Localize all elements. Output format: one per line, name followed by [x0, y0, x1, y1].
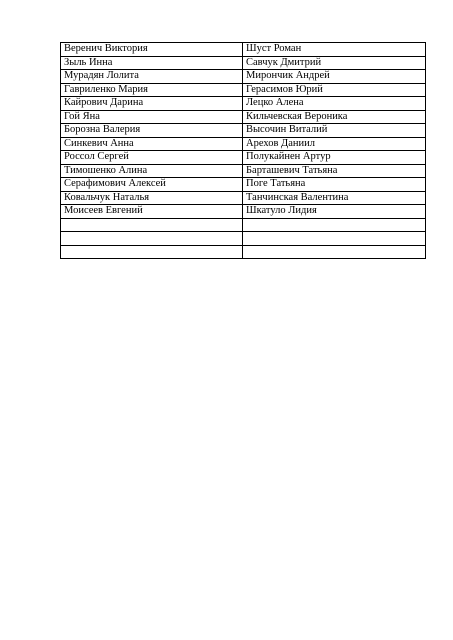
table-cell: Кильчевская Вероника — [243, 110, 426, 124]
table-cell: Барташевич Татьяна — [243, 164, 426, 178]
table-row — [61, 124, 426, 138]
table-row — [61, 70, 426, 84]
table-cell: Высочин Виталий — [243, 124, 426, 138]
table-row — [61, 151, 426, 165]
table-cell: Мирончик Андрей — [243, 70, 426, 84]
table-row — [61, 218, 426, 232]
table-cell: Шкатуло Лидия — [243, 205, 426, 219]
table-cell: Борозна Валерия — [61, 124, 243, 138]
table-cell: Полукайнен Артур — [243, 151, 426, 165]
table-row — [61, 191, 426, 205]
table-row — [61, 56, 426, 70]
table-cell: Танчинская Валентина — [243, 191, 426, 205]
table-row — [61, 178, 426, 192]
table-cell — [243, 232, 426, 246]
table-cell: Савчук Дмитрий — [243, 56, 426, 70]
table-row — [61, 205, 426, 219]
table-cell: Тимошенко Алина — [61, 164, 243, 178]
table-cell — [243, 245, 426, 259]
table-row — [61, 245, 426, 259]
table-row — [61, 110, 426, 124]
table-cell: Веренич Виктория — [61, 43, 243, 57]
table-cell: Синкевич Анна — [61, 137, 243, 151]
table-cell: Арехов Даниил — [243, 137, 426, 151]
table-cell: Зыль Инна — [61, 56, 243, 70]
table-cell: Шуст Роман — [243, 43, 426, 57]
table-row — [61, 164, 426, 178]
table-cell: Гавриленко Мария — [61, 83, 243, 97]
table-cell — [61, 232, 243, 246]
table-row — [61, 137, 426, 151]
table-row — [61, 43, 426, 57]
table-cell: Лецко Алена — [243, 97, 426, 111]
table-cell: Герасимов Юрий — [243, 83, 426, 97]
table-cell — [243, 218, 426, 232]
table-row — [61, 232, 426, 246]
table-cell: Гой Яна — [61, 110, 243, 124]
table-row — [61, 97, 426, 111]
table-cell: Россол Сергей — [61, 151, 243, 165]
table-cell — [61, 218, 243, 232]
table-cell: Поге Татьяна — [243, 178, 426, 192]
table-cell: Моисеев Евгений — [61, 205, 243, 219]
names-table — [60, 42, 426, 259]
table-cell — [61, 245, 243, 259]
table-cell: Серафимович Алексей — [61, 178, 243, 192]
table-cell: Мурадян Лолита — [61, 70, 243, 84]
table-cell: Ковальчук Наталья — [61, 191, 243, 205]
table-cell: Кайрович Дарина — [61, 97, 243, 111]
table-row — [61, 83, 426, 97]
